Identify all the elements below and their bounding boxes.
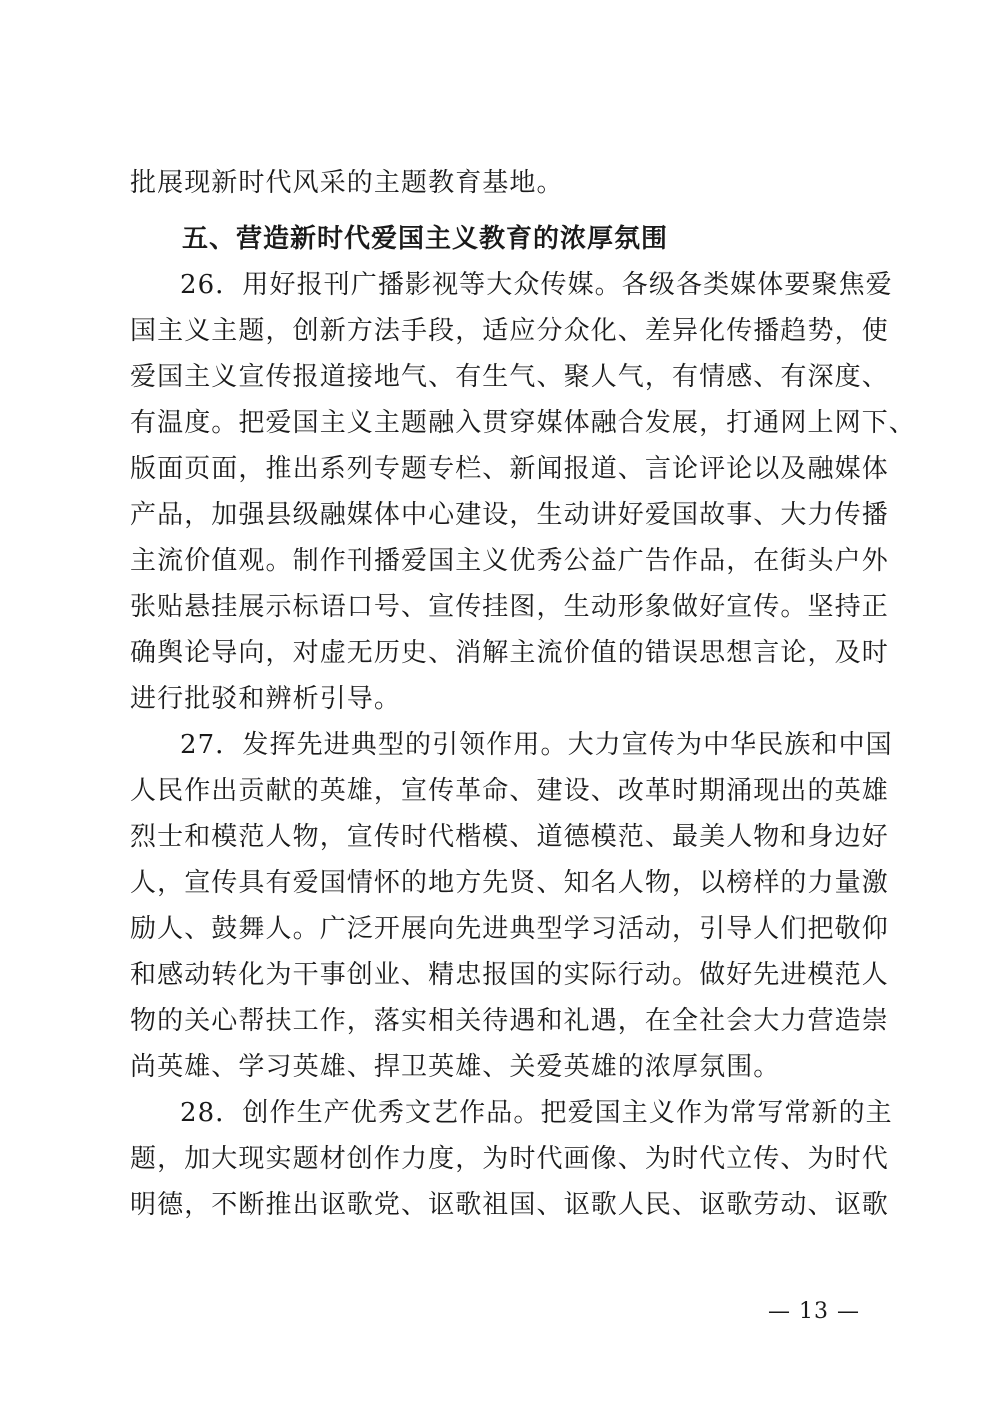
- page-number: — 13 —: [768, 1299, 860, 1324]
- section-heading: 五、营造新时代爱国主义教育的浓厚氛围: [182, 224, 669, 254]
- text-line: 版面页面，推出系列专题专栏、新闻报道、言论评论以及融媒体: [130, 454, 889, 484]
- text-line: 人，宣传具有爱国情怀的地方先贤、知名人物，以榜样的力量激: [130, 868, 889, 898]
- paragraph-28-start: 28．创作生产优秀文艺作品。把爱国主义作为常写常新的主: [180, 1098, 893, 1128]
- text-line: 进行批驳和辨析引导。: [130, 684, 402, 714]
- text-line: 有温度。把爱国主义主题融入贯穿媒体融合发展，打通网上网下、: [130, 408, 916, 438]
- text-line: 和感动转化为干事创业、精忠报国的实际行动。做好先进模范人: [130, 960, 889, 990]
- text-line: 国主义主题，创新方法手段，适应分众化、差异化传播趋势，使: [130, 316, 889, 346]
- paragraph-26-start: 26．用好报刊广播影视等大众传媒。各级各类媒体要聚焦爱: [180, 270, 893, 300]
- paragraph-27-start: 27．发挥先进典型的引领作用。大力宣传为中华民族和中国: [180, 730, 893, 760]
- text-line: 烈士和模范人物，宣传时代楷模、道德模范、最美人物和身边好: [130, 822, 889, 852]
- text-line: 物的关心帮扶工作，落实相关待遇和礼遇，在全社会大力营造崇: [130, 1006, 889, 1036]
- text-line: 人民作出贡献的英雄，宣传革命、建设、改革时期涌现出的英雄: [130, 776, 889, 806]
- text-line: 主流价值观。制作刊播爱国主义优秀公益广告作品，在街头户外: [130, 546, 889, 576]
- text-line: 产品，加强县级融媒体中心建设，生动讲好爱国故事、大力传播: [130, 500, 889, 530]
- text-line: 张贴悬挂展示标语口号、宣传挂图，生动形象做好宣传。坚持正: [130, 592, 889, 622]
- text-line: 尚英雄、学习英雄、捍卫英雄、关爱英雄的浓厚氛围。: [130, 1052, 781, 1082]
- text-line: 明德，不断推出讴歌党、讴歌祖国、讴歌人民、讴歌劳动、讴歌: [130, 1190, 889, 1220]
- text-line: 批展现新时代风采的主题教育基地。: [130, 168, 564, 198]
- text-line: 题，加大现实题材创作力度，为时代画像、为时代立传、为时代: [130, 1144, 889, 1174]
- text-line: 确舆论导向，对虚无历史、消解主流价值的错误思想言论，及时: [130, 638, 889, 668]
- text-line: 励人、鼓舞人。广泛开展向先进典型学习活动，引导人们把敬仰: [130, 914, 889, 944]
- text-line: 爱国主义宣传报道接地气、有生气、聚人气，有情感、有深度、: [130, 362, 889, 392]
